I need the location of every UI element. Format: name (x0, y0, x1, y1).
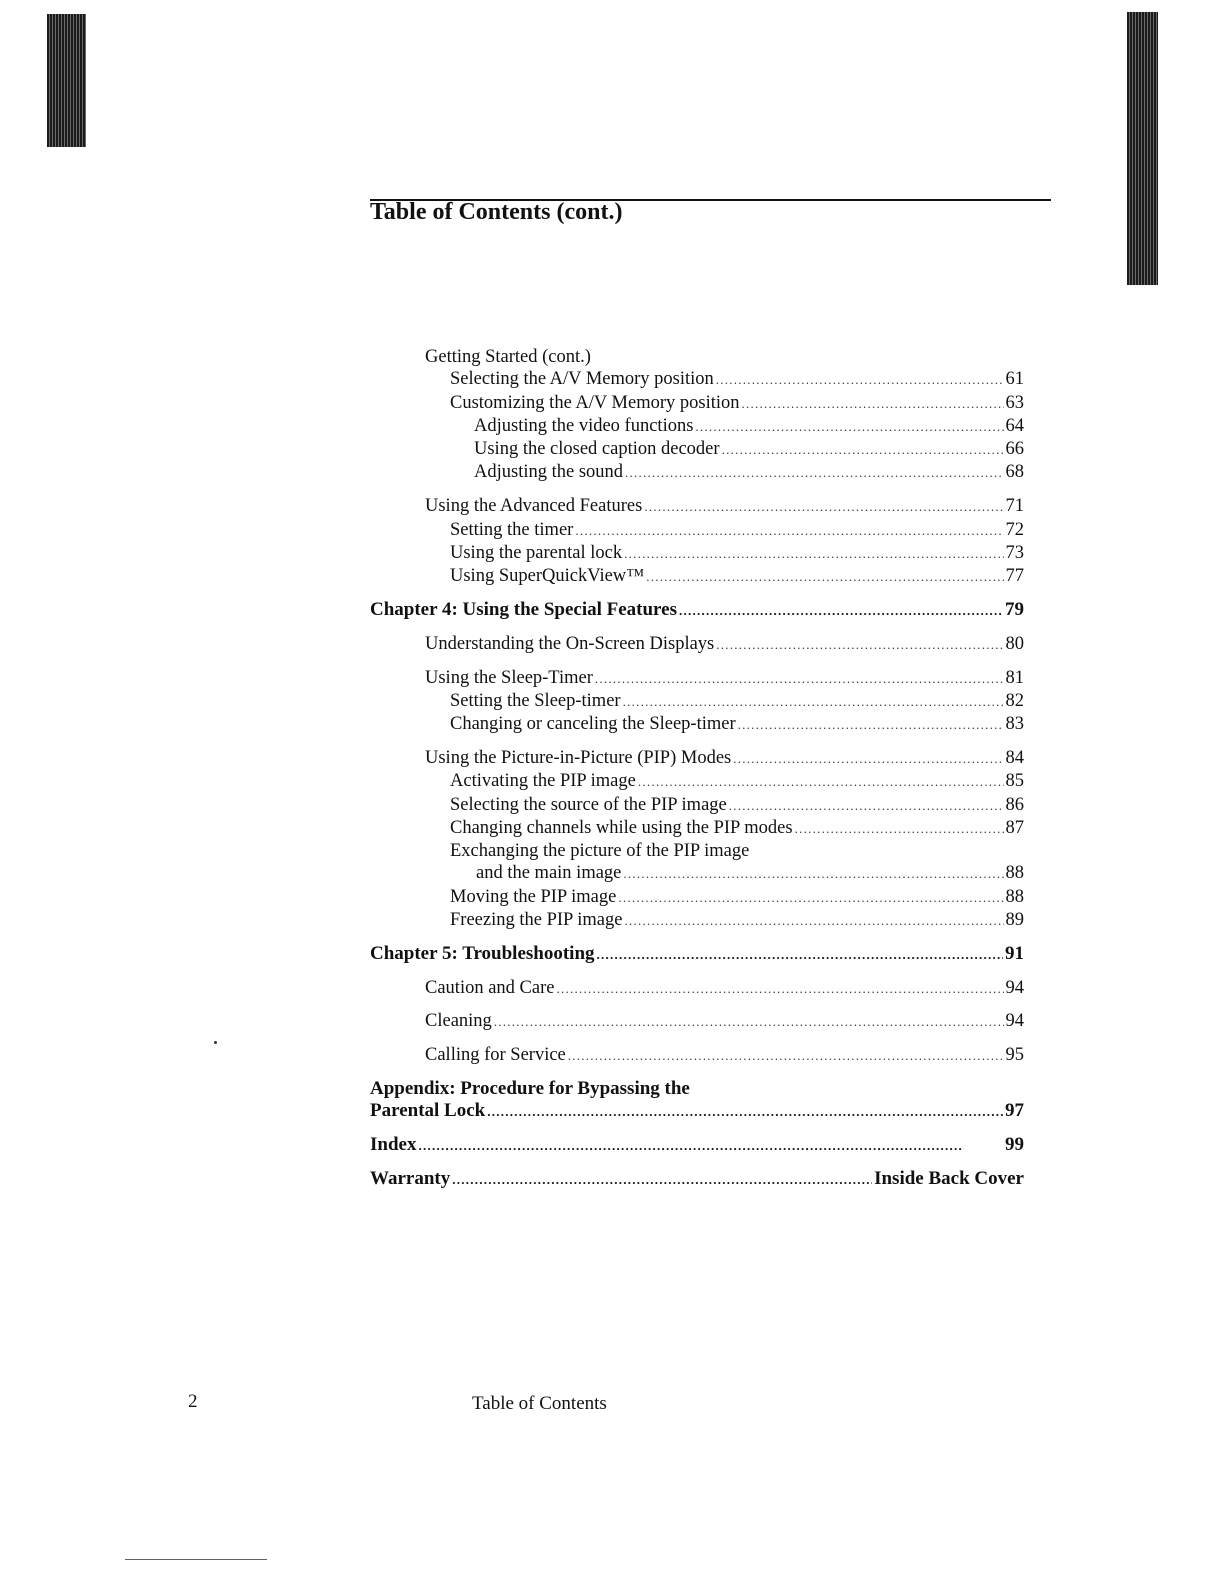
toc-entry-label: Using the Sleep-Timer (425, 667, 593, 688)
toc-entry (370, 519, 1024, 542)
toc-entry (370, 1044, 1024, 1067)
toc-entry (370, 770, 1024, 793)
toc-entry (370, 1010, 1024, 1033)
dot-leader (452, 1169, 872, 1191)
bottom-scan-line (125, 1559, 267, 1560)
toc-entry (370, 862, 1024, 885)
toc-entry-label: Understanding the On-Screen Displays (425, 633, 715, 654)
toc-entry-page: 66 (1005, 439, 1024, 460)
toc-entry-page: Inside Back Cover (874, 1167, 1024, 1189)
toc-entry-label: Chapter 5: Troubleshooting (370, 942, 595, 964)
dot-leader (733, 748, 1003, 770)
dot-leader (487, 1101, 1003, 1123)
toc-entry-label: Freezing the PIP image (450, 910, 623, 931)
toc-entry-label: Using SuperQuickView™ (450, 566, 645, 587)
toc-entry (370, 909, 1024, 932)
toc-entry (370, 392, 1024, 415)
toc-entry-page: 73 (1005, 542, 1024, 563)
dot-leader (738, 714, 1004, 736)
dot-leader (418, 1135, 1003, 1157)
scan-edge-bar-right (1127, 12, 1158, 285)
dot-leader (618, 887, 1003, 909)
dot-leader (729, 795, 1004, 817)
toc-entry (370, 1134, 1024, 1157)
dot-leader (646, 566, 1003, 588)
dot-leader (716, 634, 1003, 656)
dot-leader (722, 439, 1004, 461)
dot-leader (568, 1045, 1004, 1067)
toc-entry (370, 1078, 1024, 1100)
toc-entry (370, 565, 1024, 588)
toc-entry (370, 1168, 1024, 1191)
toc-entry-label: Selecting the source of the PIP image (450, 794, 727, 815)
toc-entry-label: Caution and Care (425, 977, 555, 998)
toc-entry (370, 346, 1024, 368)
dot-leader (575, 520, 1003, 542)
toc-entry (370, 495, 1024, 518)
footer-section-title: Table of Contents (472, 1393, 607, 1414)
toc-entry (370, 713, 1024, 736)
toc-entry-label: Cleaning (425, 1011, 492, 1032)
toc-entry-page: 79 (1005, 598, 1024, 620)
toc-entry-page: 86 (1005, 794, 1024, 815)
toc-entry-label: Setting the timer (450, 519, 574, 540)
toc-entry (370, 794, 1024, 817)
toc-entry (370, 667, 1024, 690)
toc-entry-page: 77 (1005, 566, 1024, 587)
toc-entry-page: 88 (1005, 863, 1024, 884)
dot-leader (624, 543, 1003, 565)
toc-entry-page: 63 (1005, 392, 1024, 413)
dot-leader (679, 600, 1003, 622)
toc-entry (370, 817, 1024, 840)
toc-entry-page: 97 (1005, 1100, 1024, 1122)
toc-entry-page: 80 (1005, 633, 1024, 654)
toc-entry-label: Getting Started (cont.) (425, 347, 591, 367)
toc-entry-label: Calling for Service (425, 1045, 566, 1066)
dot-leader (742, 393, 1004, 415)
dot-leader (624, 910, 1003, 932)
toc-entry (370, 633, 1024, 656)
dot-leader (638, 771, 1004, 793)
toc-entry-page: 61 (1005, 369, 1024, 390)
toc-entry-page: 87 (1005, 817, 1024, 838)
toc-entry-label: Moving the PIP image (450, 886, 617, 907)
toc-entry-page: 91 (1005, 942, 1024, 964)
toc-entry-page: 88 (1005, 886, 1024, 907)
dot-leader (695, 416, 1003, 438)
toc-entry (370, 1100, 1024, 1123)
toc-entry-label: Selecting the A/V Memory position (450, 369, 714, 390)
toc-entry-label: Exchanging the picture of the PIP image (450, 841, 750, 862)
page-title: Table of Contents (cont.) (370, 199, 623, 225)
toc-entry-page: 83 (1005, 714, 1024, 735)
page-number: 2 (188, 1391, 198, 1412)
toc-entry-label: Using the closed caption decoder (474, 439, 720, 460)
toc-entry-page: 71 (1005, 496, 1024, 517)
toc-entry (370, 747, 1024, 770)
toc-entry-label: Adjusting the video functions (474, 415, 694, 436)
toc-entry (370, 690, 1024, 713)
dot-leader (623, 863, 1003, 885)
toc-entry-page: 64 (1005, 415, 1024, 436)
dot-leader (795, 818, 1004, 840)
toc-entry (370, 943, 1024, 966)
dot-leader (556, 978, 1003, 1000)
toc-entry-label: Activating the PIP image (450, 771, 636, 792)
toc-entry-label: Warranty (370, 1167, 451, 1189)
dot-leader (644, 496, 1003, 518)
toc-entry-label: Using the Picture-in-Picture (PIP) Modes (425, 747, 732, 768)
toc-entry (370, 840, 1024, 862)
toc-entry-label: Appendix: Procedure for Bypassing the (370, 1078, 690, 1100)
toc-entry-label: Parental Lock (370, 1100, 486, 1122)
toc-entry-page: 81 (1005, 667, 1024, 688)
toc-entry-page: 94 (1005, 977, 1024, 998)
scan-edge-bar-left (47, 14, 86, 147)
dot-leader (494, 1011, 1004, 1033)
toc-entry-label: Setting the Sleep-timer (450, 690, 621, 711)
toc-entry-label: Index (370, 1134, 417, 1156)
toc-entry-label: and the main image (476, 863, 622, 884)
toc-entry (370, 415, 1024, 438)
toc-entry-label: Using the parental lock (450, 542, 623, 563)
dot-leader (595, 668, 1004, 690)
dot-leader (597, 944, 1003, 966)
toc-entry-page: 85 (1005, 771, 1024, 792)
dot-leader (623, 691, 1004, 713)
toc-entry (370, 368, 1024, 391)
toc-entry-page: 68 (1005, 462, 1024, 483)
toc-entry (370, 977, 1024, 1000)
toc-entry-label: Using the Advanced Features (425, 496, 643, 517)
toc-entry (370, 438, 1024, 461)
table-of-contents (370, 346, 1024, 1191)
toc-entry-label: Chapter 4: Using the Special Features (370, 598, 677, 620)
dot-leader (716, 369, 1004, 391)
toc-entry (370, 599, 1024, 622)
toc-entry (370, 886, 1024, 909)
toc-entry-label: Changing or canceling the Sleep-timer (450, 714, 736, 735)
scan-speck (214, 1041, 217, 1044)
toc-entry-label: Adjusting the sound (474, 462, 624, 483)
toc-entry-page: 72 (1005, 519, 1024, 540)
toc-entry-page: 84 (1005, 747, 1024, 768)
toc-entry (370, 461, 1024, 484)
toc-entry-page: 95 (1005, 1045, 1024, 1066)
toc-entry (370, 542, 1024, 565)
toc-entry-page: 89 (1005, 910, 1024, 931)
toc-entry-label: Customizing the A/V Memory position (450, 392, 740, 413)
toc-entry-page: 99 (1005, 1134, 1024, 1156)
toc-entry-label: Changing channels while using the PIP modes (450, 817, 793, 838)
toc-entry-page: 94 (1005, 1011, 1024, 1032)
toc-entry-page: 82 (1005, 690, 1024, 711)
dot-leader (625, 462, 1003, 484)
